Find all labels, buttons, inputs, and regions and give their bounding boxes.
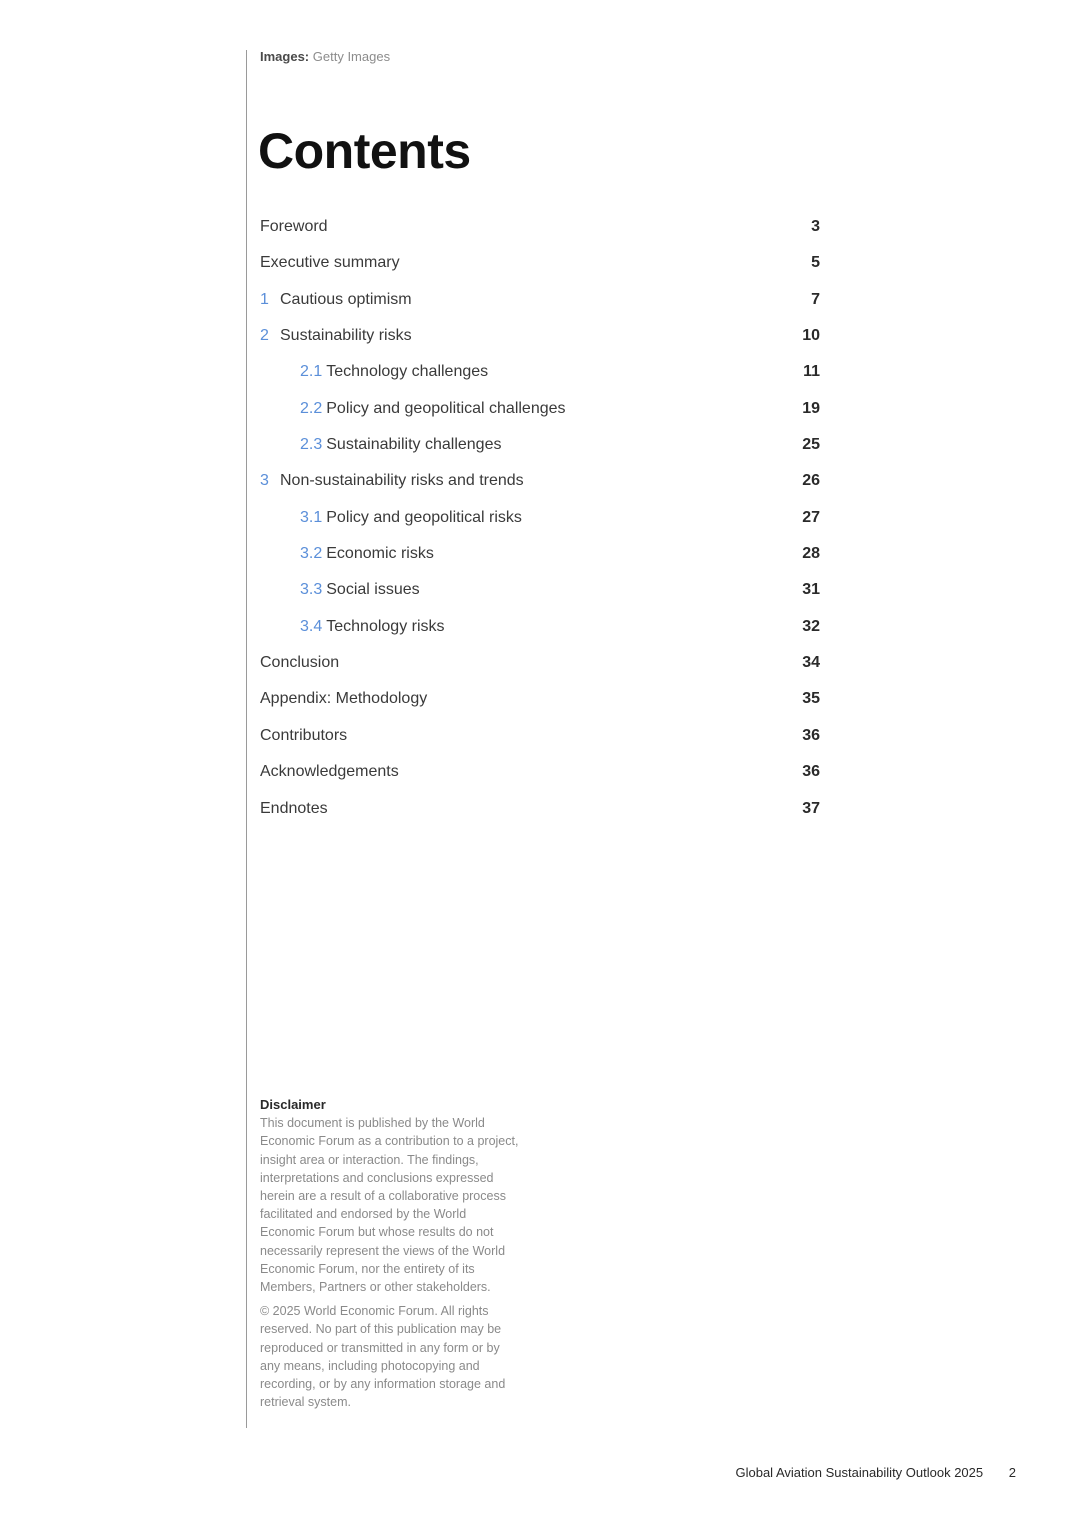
table-of-contents bbox=[260, 210, 820, 828]
toc-entry[interactable] bbox=[260, 646, 820, 682]
toc-entry-label-group bbox=[300, 392, 566, 426]
toc-entry-number: 3 bbox=[260, 472, 269, 490]
toc-entry-label-group bbox=[260, 246, 400, 280]
toc-entry-page: 35 bbox=[802, 690, 820, 708]
toc-entry-page: 28 bbox=[802, 545, 820, 563]
footer-page-number: 2 bbox=[1008, 1465, 1016, 1480]
page-footer bbox=[735, 1465, 1016, 1480]
toc-entry-label-group bbox=[300, 355, 488, 389]
toc-entry-label: Executive summary bbox=[260, 254, 400, 272]
toc-entry-label-group bbox=[300, 537, 434, 571]
toc-entry[interactable] bbox=[260, 610, 820, 646]
toc-entry-label: Conclusion bbox=[260, 654, 340, 672]
toc-entry[interactable] bbox=[260, 210, 820, 246]
toc-entry[interactable] bbox=[260, 573, 820, 609]
toc-entry-label-group bbox=[300, 501, 522, 535]
toc-entry[interactable] bbox=[260, 392, 820, 428]
margin-rule bbox=[246, 50, 247, 1428]
toc-entry[interactable] bbox=[260, 464, 820, 500]
toc-entry-label: Economic risks bbox=[326, 545, 434, 563]
toc-entry[interactable] bbox=[260, 428, 820, 464]
toc-entry-label: Technology risks bbox=[326, 617, 445, 635]
toc-entry[interactable] bbox=[260, 283, 820, 319]
toc-entry-number: 2.3 bbox=[300, 436, 323, 454]
toc-entry-page: 3 bbox=[811, 218, 820, 235]
toc-entry-label: Acknowledgements bbox=[260, 763, 399, 781]
toc-entry-label-group bbox=[260, 682, 427, 716]
toc-entry-label-group bbox=[260, 319, 412, 353]
toc-entry[interactable] bbox=[260, 501, 820, 537]
toc-entry-label: Social issues bbox=[326, 581, 420, 599]
image-credit-value: Getty Images bbox=[312, 49, 391, 64]
toc-entry-page: 32 bbox=[802, 617, 820, 635]
toc-entry-label-group bbox=[300, 428, 501, 462]
disclaimer-body: This document is published by the World Economic Forum as a contribution to a project, insight area or interaction. The findings, interpretations and conclusions expressed herein are a result of a collaborative process facilitated and endorsed by the World Economic Forum but whose results do not necessarily represent the views of the World Economic Forum, nor the entirety of its Members, Partners or other stakeholders. bbox=[260, 1116, 519, 1295]
toc-entry-label-group bbox=[300, 610, 445, 644]
toc-entry-page: 19 bbox=[802, 399, 820, 417]
toc-entry[interactable] bbox=[260, 355, 820, 391]
toc-entry-label: Contributors bbox=[260, 726, 348, 744]
toc-entry-page: 7 bbox=[811, 290, 820, 308]
toc-entry-label: Foreword bbox=[260, 218, 328, 235]
toc-entry-label-group bbox=[260, 792, 328, 826]
image-credit bbox=[260, 49, 390, 64]
toc-entry-label: Endnotes bbox=[260, 799, 328, 817]
toc-entry-page: 36 bbox=[802, 763, 820, 781]
toc-entry-page: 26 bbox=[802, 472, 820, 490]
toc-entry-number: 2.1 bbox=[300, 363, 323, 381]
toc-entry-label-group bbox=[260, 464, 524, 498]
toc-entry-page: 37 bbox=[802, 799, 820, 817]
toc-entry[interactable] bbox=[260, 246, 820, 282]
toc-entry-number: 3.2 bbox=[300, 545, 323, 563]
toc-entry-number: 1 bbox=[260, 290, 269, 308]
page-title: Contents bbox=[258, 123, 471, 179]
toc-entry-label: Sustainability risks bbox=[280, 327, 412, 345]
toc-entry-label: Sustainability challenges bbox=[326, 436, 502, 454]
toc-entry-label: Technology challenges bbox=[326, 363, 489, 381]
toc-entry-page: 36 bbox=[802, 726, 820, 744]
copyright-notice: © 2025 World Economic Forum. All rights reserved. No part of this publication may be reproduced or transmitted in any form or by any means, including photocopying and recording, or by any information storage and retrieval system. bbox=[260, 1304, 506, 1410]
toc-entry-label: Policy and geopolitical challenges bbox=[326, 399, 566, 417]
toc-entry-label-group bbox=[260, 646, 339, 680]
toc-entry-label-group bbox=[260, 755, 399, 789]
disclaimer bbox=[260, 1096, 520, 1411]
footer-publication-title: Global Aviation Sustainability Outlook 2025 bbox=[735, 1465, 984, 1480]
toc-entry-label: Policy and geopolitical risks bbox=[326, 508, 522, 526]
toc-entry-page: 5 bbox=[811, 254, 820, 272]
toc-entry-label-group bbox=[260, 283, 412, 317]
toc-entry-number: 2 bbox=[260, 327, 269, 345]
toc-entry[interactable] bbox=[260, 719, 820, 755]
toc-entry-number: 3.4 bbox=[300, 617, 323, 635]
toc-entry-number: 3.3 bbox=[300, 581, 323, 599]
toc-entry-label: Cautious optimism bbox=[280, 290, 412, 308]
toc-entry-page: 10 bbox=[802, 327, 820, 345]
toc-entry-page: 31 bbox=[802, 581, 820, 599]
toc-entry[interactable] bbox=[260, 537, 820, 573]
toc-entry-number: 2.2 bbox=[300, 399, 323, 417]
toc-entry-page: 11 bbox=[803, 363, 820, 381]
disclaimer-title: Disclaimer bbox=[260, 1097, 326, 1112]
toc-entry[interactable] bbox=[260, 792, 820, 828]
toc-entry-label-group bbox=[260, 719, 347, 753]
toc-entry[interactable] bbox=[260, 755, 820, 791]
toc-entry[interactable] bbox=[260, 682, 820, 718]
toc-entry-label: Appendix: Methodology bbox=[260, 690, 428, 708]
toc-entry-label: Non-sustainability risks and trends bbox=[280, 472, 524, 490]
toc-entry-page: 27 bbox=[802, 508, 820, 526]
toc-entry-page: 25 bbox=[802, 436, 820, 454]
toc-entry-page: 34 bbox=[802, 654, 820, 672]
toc-entry-number: 3.1 bbox=[300, 508, 323, 526]
image-credit-label: Images: bbox=[260, 49, 310, 64]
toc-entry-label-group bbox=[300, 573, 420, 607]
toc-entry[interactable] bbox=[260, 319, 820, 355]
toc-entry-label-group bbox=[260, 210, 328, 244]
